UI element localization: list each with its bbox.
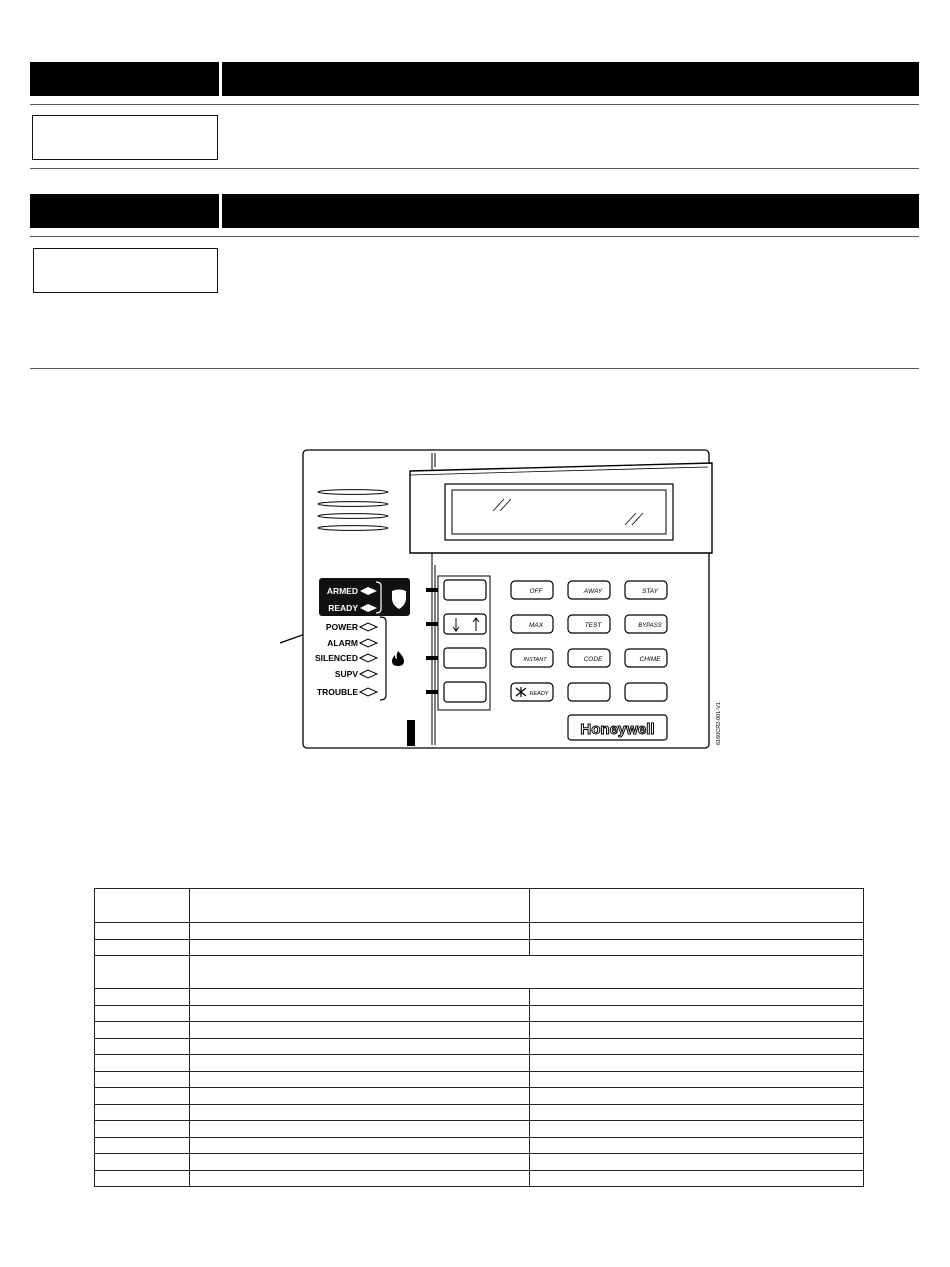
table-row xyxy=(95,1022,864,1039)
table-cell xyxy=(530,1005,864,1022)
key-label-test: TEST xyxy=(584,622,602,629)
table-cell xyxy=(189,1071,530,1088)
table-row xyxy=(95,956,864,989)
table-cell xyxy=(189,1055,530,1072)
led-label-armed: ARMED xyxy=(326,586,358,596)
table-cell xyxy=(189,1137,530,1154)
table-cell xyxy=(95,1170,190,1187)
key-label-instant: INSTANT xyxy=(523,657,547,663)
led-label-supv: SUPV xyxy=(334,669,358,679)
section-1-top-rule xyxy=(30,104,919,105)
section-2-display-box xyxy=(33,248,218,293)
key-label-max: MAX xyxy=(528,622,544,629)
table-cell xyxy=(95,1038,190,1055)
table-row xyxy=(95,923,864,940)
table-cell xyxy=(95,1137,190,1154)
table-cell xyxy=(189,1154,530,1171)
table-cell xyxy=(530,1071,864,1088)
table-cell xyxy=(95,1005,190,1022)
section-2-header-right xyxy=(222,194,919,228)
lcd-display xyxy=(410,463,712,553)
table-cell xyxy=(530,1137,864,1154)
table-row xyxy=(95,1104,864,1121)
table-cell xyxy=(189,1022,530,1039)
key-label-off: OFF xyxy=(529,588,543,595)
table-cell xyxy=(95,989,190,1006)
section-1-header-right xyxy=(222,62,919,96)
led-label-trouble: TROUBLE xyxy=(316,687,358,697)
table-cell xyxy=(95,1121,190,1138)
function-key-d xyxy=(444,682,486,702)
table-cell xyxy=(95,956,190,989)
table-cell xyxy=(189,989,530,1006)
table-row xyxy=(95,1170,864,1187)
brand-logo: Honeywell xyxy=(580,721,655,738)
function-key-c xyxy=(444,648,486,668)
table-cell xyxy=(189,923,530,940)
table-cell xyxy=(530,1055,864,1072)
key-label-bypass: BYPASS xyxy=(638,623,662,629)
key-label-away: AWAY xyxy=(583,588,603,595)
table-cell xyxy=(95,1022,190,1039)
section-1-header-left xyxy=(30,62,219,96)
table-cell xyxy=(530,1088,864,1105)
table-row xyxy=(95,939,864,956)
key-label-stay: STAY xyxy=(641,588,659,595)
table-row xyxy=(95,1154,864,1171)
table-cell xyxy=(530,889,864,923)
table-cell xyxy=(530,1121,864,1138)
table-cell xyxy=(189,1104,530,1121)
table-row xyxy=(95,1088,864,1105)
key-label-chime: CHIME xyxy=(639,656,661,663)
table-cell xyxy=(530,1022,864,1039)
key-blank-2 xyxy=(625,683,667,701)
table-cell xyxy=(189,1121,530,1138)
table-cell xyxy=(530,1038,864,1055)
table-cell xyxy=(95,939,190,956)
led-label-power: POWER xyxy=(325,622,358,632)
section-2-header-left xyxy=(30,194,219,228)
table-header-row xyxy=(95,889,864,923)
table-cell xyxy=(95,1154,190,1171)
table-cell xyxy=(189,939,530,956)
section-1-bottom-rule xyxy=(30,168,919,169)
led-label-silenced: SILENCED xyxy=(315,653,358,663)
keypad-illustration xyxy=(280,445,730,765)
section-2-top-rule xyxy=(30,236,919,237)
function-key-b xyxy=(444,614,486,634)
table-cell xyxy=(189,1038,530,1055)
led-label-ready: READY xyxy=(328,603,358,613)
function-key-a xyxy=(444,580,486,600)
key-blank-1 xyxy=(568,683,610,701)
table-cell xyxy=(530,939,864,956)
table-cell xyxy=(530,1170,864,1187)
table-cell xyxy=(530,1154,864,1171)
table-row xyxy=(95,989,864,1006)
table-cell xyxy=(530,1104,864,1121)
table-cell xyxy=(530,989,864,1006)
section-2-bottom-rule xyxy=(30,368,919,369)
spec-table xyxy=(94,888,864,1187)
table-cell xyxy=(189,956,863,989)
key-label-code: CODE xyxy=(583,656,603,663)
table-cell xyxy=(189,1088,530,1105)
bottom-tab xyxy=(407,720,415,746)
table-row xyxy=(95,1055,864,1072)
table-cell xyxy=(530,923,864,940)
table-row xyxy=(95,1121,864,1138)
led-label-alarm: ALARM xyxy=(327,638,358,648)
section-1-display-box xyxy=(32,115,218,160)
table-row xyxy=(95,1071,864,1088)
key-label-ready: READY xyxy=(529,691,549,697)
table-cell xyxy=(189,1170,530,1187)
table-row xyxy=(95,1038,864,1055)
table-cell xyxy=(95,1071,190,1088)
figure-code: 6160CR2-001-V1 xyxy=(716,702,722,745)
table-cell xyxy=(95,889,190,923)
table-cell xyxy=(95,1104,190,1121)
table-cell xyxy=(95,1055,190,1072)
table-cell xyxy=(189,1005,530,1022)
table-row xyxy=(95,1137,864,1154)
table-cell xyxy=(189,889,530,923)
table-row xyxy=(95,1005,864,1022)
table-cell xyxy=(95,923,190,940)
table-cell xyxy=(95,1088,190,1105)
